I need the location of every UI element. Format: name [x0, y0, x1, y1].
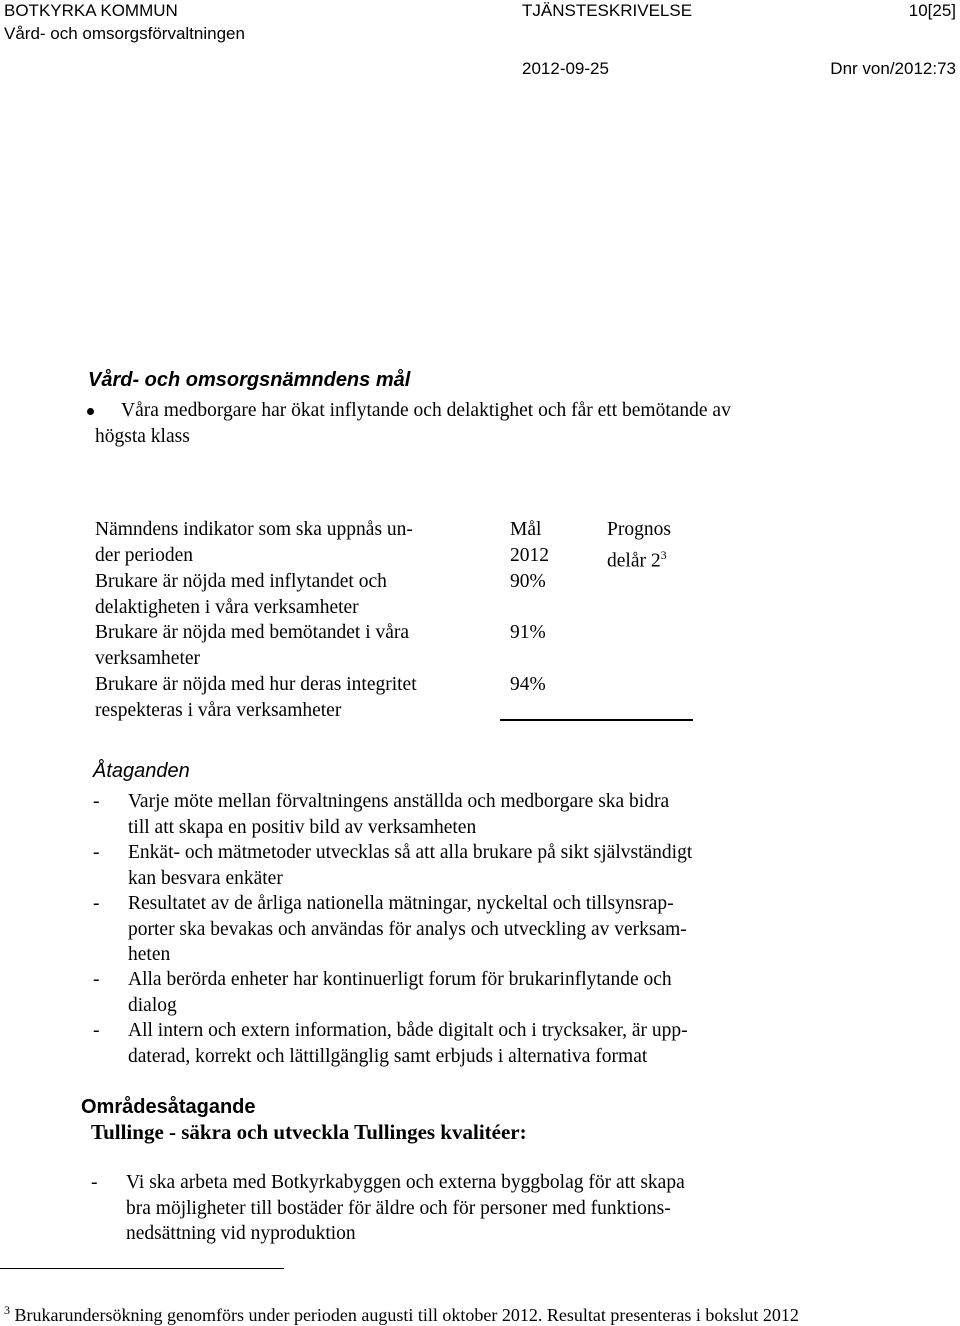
footnote — [4, 1299, 799, 1326]
table-bottom-rule — [500, 719, 693, 721]
header-date: 2012-09-25 — [522, 59, 609, 78]
table-row-indicator: Brukare är nöjda med inflytandet och delaktigheten i våra verksamheter — [95, 571, 387, 618]
list-item: All intern och extern information, både digitalt och i trycksaker, är upp- daterad, korrekt och lättillgänglig samt erbjuds i alternativa format — [128, 1020, 688, 1067]
list-item: Vi ska arbeta med Botkyrkabyggen och externa byggbolag för att skapa bra möjligheter till bostäder för äldre och för personer med funktions- nedsättning vid nyproduktion — [126, 1172, 685, 1244]
dash-marker: - — [93, 1020, 100, 1041]
list-item: Varje möte mellan förvaltningens anställda och medborgare ska bidra till att skapa en positiv bild av verksamheten — [128, 791, 670, 838]
table-row-target: 90% — [510, 571, 546, 592]
area-commitment-title: Områdesåtagande — [81, 1096, 256, 1118]
header-doc-type: TJÄNSTESKRIVELSE — [522, 1, 693, 20]
header-page-number: 10[25] — [908, 1, 956, 20]
header-org: BOTKYRKA KOMMUN — [4, 1, 178, 20]
dash-marker: - — [91, 1172, 98, 1193]
footnote-rule — [0, 1268, 284, 1269]
table-row-target: 91% — [510, 622, 546, 643]
dash-marker: - — [93, 842, 100, 863]
goals-title: Vård- och omsorgsnämndens mål — [88, 369, 411, 391]
dash-marker: - — [93, 893, 100, 914]
footnote-ref: 3 — [660, 547, 667, 562]
goal-text-line-1: Våra medborgare har ökat inflytande och delaktighet och får ett bemötande av — [121, 400, 731, 421]
goal-text-line-2: högsta klass — [95, 426, 190, 447]
area-commitment-subtitle: Tullinge - säkra och utveckla Tullinges kvalitéer: — [91, 1120, 527, 1144]
header-department: Vård- och omsorgsförvaltningen — [4, 24, 245, 43]
list-item: Alla berörda enheter har kontinuerligt forum för brukarinflytande och dialog — [128, 969, 672, 1016]
table-row-target: 94% — [510, 674, 546, 695]
table-header-target: Mål 2012 — [510, 519, 549, 566]
list-item: Resultatet av de årliga nationella mätningar, nyckeltal och tillsynsrap- porter ska bevakas och användas för analys och utveckling av verksam- heten — [128, 893, 687, 965]
commitments-title: Åtaganden — [93, 760, 190, 782]
dash-marker: - — [93, 969, 100, 990]
footnote-text: Brukarundersökning genomförs under perioden augusti till oktober 2012. Resultat presenteras i bokslut 2012 — [14, 1305, 799, 1325]
table-header-forecast: Prognos delår 2$^3$ — [607, 519, 671, 571]
header-dnr: Dnr von/2012:73 — [830, 59, 956, 78]
dash-marker: - — [93, 791, 100, 812]
bullet-icon — [87, 408, 94, 415]
table-row-indicator: Brukare är nöjda med bemötandet i våra verksamheter — [95, 622, 410, 669]
table-row-indicator: Brukare är nöjda med hur deras integritet respekteras i våra verksamheter — [95, 674, 417, 721]
footnote-number: 3 — [4, 1303, 10, 1317]
table-header-indicator: Nämndens indikator som ska uppnås un- der perioden — [95, 519, 413, 566]
list-item: Enkät- och mätmetoder utvecklas så att alla brukare på sikt självständigt kan besvara enkäter — [128, 842, 693, 889]
